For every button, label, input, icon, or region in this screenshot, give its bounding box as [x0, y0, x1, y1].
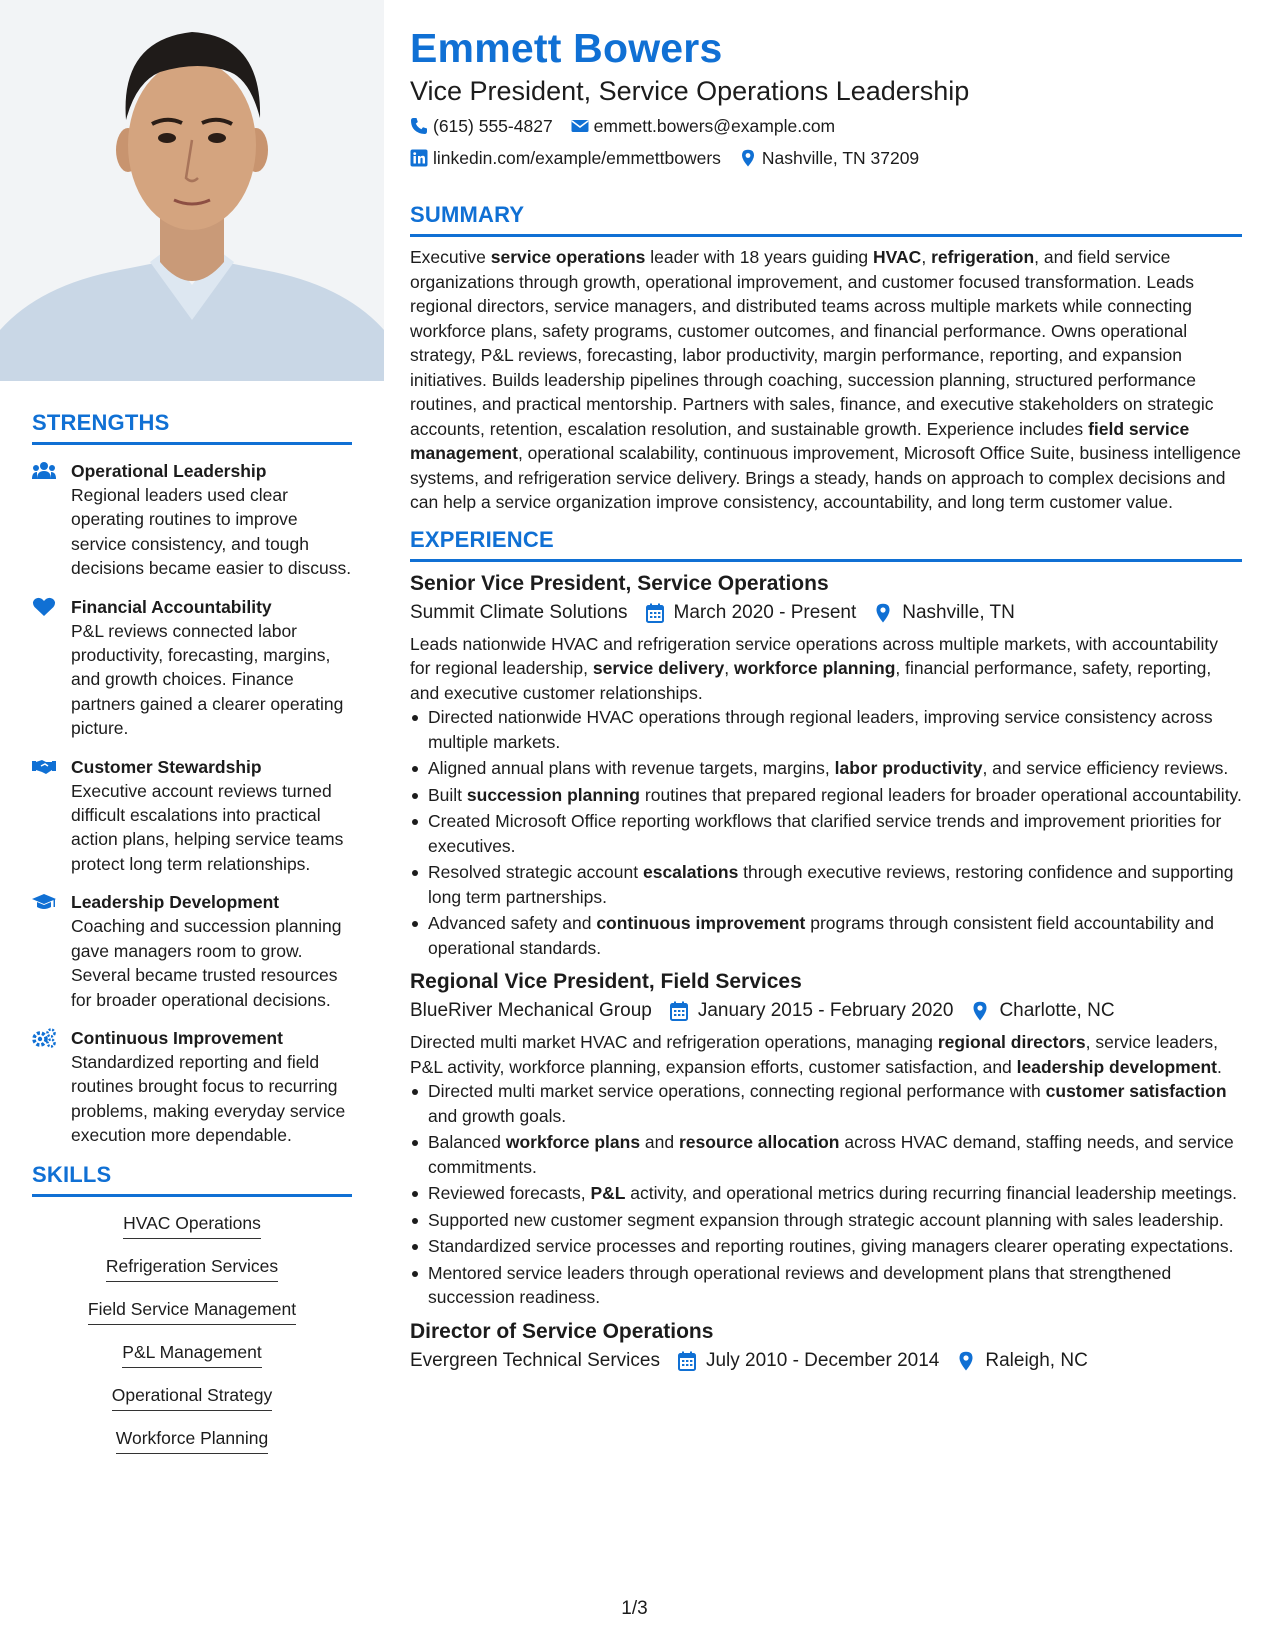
skill-item: HVAC Operations: [32, 1211, 352, 1239]
text-run: Directed nationwide HVAC operations through regional leaders, improving service consistency across multiple markets.: [428, 707, 1213, 752]
contact-row: [410, 146, 1242, 170]
phone-item[interactable]: [410, 114, 553, 138]
skills-list: [32, 1211, 352, 1454]
bold-text: HVAC: [873, 247, 922, 267]
text-run: , and service efficiency reviews.: [982, 758, 1229, 778]
bold-text: field service management: [410, 418, 1190, 463]
bullet-item: [410, 1181, 1242, 1206]
job-summary: [410, 632, 1242, 706]
text-run: ,: [921, 247, 932, 267]
text-run: , and field service organizations through growth, operational improvement, and customer focused transformation. Leads regional directors, service managers, and distributed teams across multiple markets while connecting workforce plans, safety programs, customer outcomes, and financial performance. Owns operational strategy, P&L reviews, forecasting, labor productivity, margin performance, reporting, and expansion initiatives. Builds leadership pipelines through coaching, succession planning, structured performance routines, and practical mentorship. Partners with sales, finance, and executive stakeholders on strategic accounts, retention, escalation resolution, and sustainable growth. Experience includes: [410, 247, 1214, 439]
page-indicator: 1/3: [621, 1598, 648, 1619]
job-bullets: [410, 705, 1242, 960]
job-meta: [410, 600, 1242, 626]
bold-text: succession planning: [466, 784, 641, 805]
handshake-icon: [32, 757, 56, 777]
map-pin-icon: [874, 603, 892, 623]
bullet-item: [410, 1234, 1242, 1259]
text-run: , service leaders, P&L activity, workforce planning, expansion efforts, customer satisfaction, and: [410, 1032, 1218, 1077]
bullet-item: [410, 860, 1242, 909]
strength-desc: Coaching and succession planning gave managers room to grow. Several became trusted resources for broader operational decisions.: [71, 916, 342, 1010]
location-item: [739, 146, 919, 170]
job-entry: [410, 570, 1242, 961]
experience-heading: EXPERIENCE: [410, 526, 554, 552]
text-run: Standardized service processes and reporting routines, giving managers clearer operating expectations.: [428, 1236, 1234, 1256]
map-pin-icon: [971, 1001, 989, 1021]
skill-item: Workforce Planning: [32, 1426, 352, 1454]
experience-list: [410, 570, 1242, 1374]
candidate-headline: Vice President, Service Operations Leadership: [410, 76, 970, 106]
email-text: emmett.bowers@example.com: [593, 116, 836, 136]
strength-title: Financial Accountability: [71, 596, 272, 617]
strength-item: [32, 459, 352, 581]
job-title: Director of Service Operations: [410, 1319, 714, 1343]
contact-row: [410, 114, 1242, 138]
bold-text: service operations: [490, 247, 646, 267]
bullet-item: [410, 783, 1242, 808]
job-meta: [410, 1348, 1242, 1374]
text-run: activity, and operational metrics during recurring financial leadership meetings.: [625, 1183, 1237, 1203]
text-run: Executive: [410, 247, 491, 267]
text-run: Directed multi market service operations, connecting regional performance with: [428, 1081, 1046, 1101]
bullet-item: [410, 1130, 1242, 1179]
skill-item: Refrigeration Services: [32, 1254, 352, 1282]
email-item[interactable]: [571, 114, 835, 138]
text-run: and growth goals.: [428, 1105, 567, 1126]
profile-photo: [0, 0, 384, 381]
bullet-item: [410, 1261, 1242, 1310]
experience-rule: [410, 559, 1242, 562]
text-run: Created Microsoft Office reporting workflows that clarified service trends and improvement priorities for executives.: [428, 811, 1222, 856]
bold-text: leadership development: [1016, 1056, 1217, 1077]
job-dates: March 2020 - Present: [646, 600, 857, 626]
bullet-item: [410, 705, 1242, 754]
map-pin-icon: [957, 1351, 975, 1371]
strength-title: Continuous Improvement: [71, 1027, 283, 1048]
text-run: .: [1217, 1056, 1222, 1077]
bold-text: service delivery: [592, 658, 725, 678]
text-run: Supported new customer segment expansion through strategic account planning with sales leadership.: [428, 1209, 1224, 1230]
text-run: Aligned annual plans with revenue targets, margins,: [428, 758, 835, 778]
text-run: Advanced safety and: [428, 913, 597, 933]
skill-item: Field Service Management: [32, 1297, 352, 1325]
text-run: leader with 18 years guiding: [645, 247, 874, 267]
calendar-icon: [678, 1351, 696, 1371]
job-title: Senior Vice President, Service Operations: [410, 571, 829, 595]
bold-text: P&L: [590, 1183, 626, 1203]
job-summary: [410, 1030, 1242, 1079]
bullet-item: [410, 911, 1242, 960]
skills-heading: SKILLS: [32, 1161, 112, 1187]
strength-item: [32, 755, 352, 877]
job-entry: [410, 968, 1242, 1310]
phone-icon: [410, 117, 428, 135]
linkedin-text: linkedin.com/example/emmettbowers: [433, 148, 721, 168]
text-run: Directed multi market HVAC and refrigeration operations, managing: [410, 1032, 938, 1052]
strength-title: Customer Stewardship: [71, 756, 262, 777]
graduation-cap-icon: [32, 892, 56, 912]
job-bullets: [410, 1079, 1242, 1310]
summary-text: [410, 245, 1242, 515]
location-text: Nashville, TN 37209: [761, 148, 920, 168]
job-company: Evergreen Technical Services: [410, 1349, 660, 1371]
job-company: Summit Climate Solutions: [410, 601, 628, 623]
heart-icon: [32, 597, 56, 617]
calendar-icon: [670, 1001, 688, 1021]
job-company: BlueRiver Mechanical Group: [410, 1000, 652, 1021]
summary-heading: SUMMARY: [410, 202, 525, 227]
linkedin-item[interactable]: [410, 146, 721, 170]
text-run: Reviewed forecasts,: [428, 1183, 591, 1203]
strengths-rule: [32, 442, 352, 445]
envelope-icon: [571, 117, 589, 135]
candidate-name: Emmett Bowers: [410, 25, 723, 71]
job-location: Nashville, TN: [874, 600, 1015, 626]
right-column: [410, 24, 1242, 1374]
strength-title: Leadership Development: [71, 892, 280, 913]
text-run: Resolved strategic account: [428, 862, 643, 882]
job-location: Raleigh, NC: [957, 1348, 1087, 1374]
users-icon: [32, 461, 56, 481]
text-run: Mentored service leaders through operational reviews and development plans that strengthened succession readiness.: [428, 1262, 1172, 1307]
bold-text: customer satisfaction: [1045, 1081, 1227, 1101]
bullet-item: [410, 1208, 1242, 1233]
strength-item: [32, 890, 352, 1012]
text-run: routines that prepared regional leaders for broader operational accountability.: [640, 784, 1242, 805]
text-run: , financial performance, safety, reporting, and executive customer relationships.: [410, 658, 1212, 703]
skill-item: Operational Strategy: [32, 1383, 352, 1411]
strength-item: [32, 1026, 352, 1148]
bullet-item: [410, 1079, 1242, 1128]
strength-desc: P&L reviews connected labor productivity, forecasting, margins, and growth choices. Finance partners gained a clearer operating picture.: [71, 620, 344, 739]
gears-icon: [32, 1028, 56, 1048]
text-run: Built: [428, 784, 467, 805]
strength-desc: Executive account reviews turned difficult escalations into practical action plans, helping service teams protect long term relationships.: [71, 780, 344, 874]
strengths-list: [32, 459, 352, 1148]
bold-text: continuous improvement: [596, 913, 806, 933]
job-entry: [410, 1318, 1242, 1374]
map-pin-icon: [739, 149, 757, 167]
bullet-item: [410, 756, 1242, 781]
strength-desc: Regional leaders used clear operating routines to improve service consistency, and tough decisions became easier to discuss.: [71, 485, 352, 579]
bold-text: refrigeration: [931, 247, 1035, 267]
text-run: through executive reviews, restoring confidence and supporting long term partnerships.: [428, 862, 1234, 907]
text-run: ,: [724, 658, 734, 678]
bullet-item: [410, 809, 1242, 858]
linkedin-icon: [410, 149, 428, 167]
text-run: Leads nationwide HVAC and refrigeration service operations across multiple markets, with accountability for regional leadership,: [410, 633, 1218, 678]
bold-text: escalations: [642, 862, 739, 882]
job-location: Charlotte, NC: [971, 998, 1114, 1024]
text-run: programs through consistent field accountability and operational standards.: [428, 913, 1214, 958]
bold-text: resource allocation: [679, 1132, 840, 1152]
text-run: Balanced: [428, 1132, 506, 1152]
job-dates: July 2010 - December 2014: [678, 1348, 939, 1374]
phone-text: (615) 555-4827: [433, 116, 553, 136]
left-column: [32, 410, 352, 1469]
job-dates: January 2015 - February 2020: [670, 998, 954, 1024]
strengths-heading: STRENGTHS: [32, 410, 170, 435]
text-run: and: [640, 1132, 679, 1152]
strength-desc: Standardized reporting and field routines brought focus to recurring problems, making everyday service execution more dependable.: [71, 1051, 346, 1146]
strength-item: [32, 595, 352, 741]
skill-item: P&L Management: [32, 1340, 352, 1368]
job-title: Regional Vice President, Field Services: [410, 970, 802, 993]
bold-text: regional directors: [937, 1032, 1086, 1052]
summary-rule: [410, 234, 1242, 237]
bold-text: labor productivity: [834, 758, 983, 778]
text-run: across HVAC demand, staffing needs, and service commitments.: [428, 1132, 1234, 1177]
skills-rule: [32, 1194, 352, 1197]
calendar-icon: [646, 603, 664, 623]
job-meta: [410, 998, 1242, 1024]
bold-text: workforce planning: [733, 658, 896, 678]
text-run: , operational scalability, continuous improvement, Microsoft Office Suite, business intelligence systems, and refrigeration service delivery. Brings a steady, hands on approach to complex decisions and can help a service organization improve consistency, accountability, and long term customer value.: [410, 443, 1241, 512]
strength-title: Operational Leadership: [71, 461, 267, 481]
bold-text: workforce plans: [505, 1132, 641, 1152]
